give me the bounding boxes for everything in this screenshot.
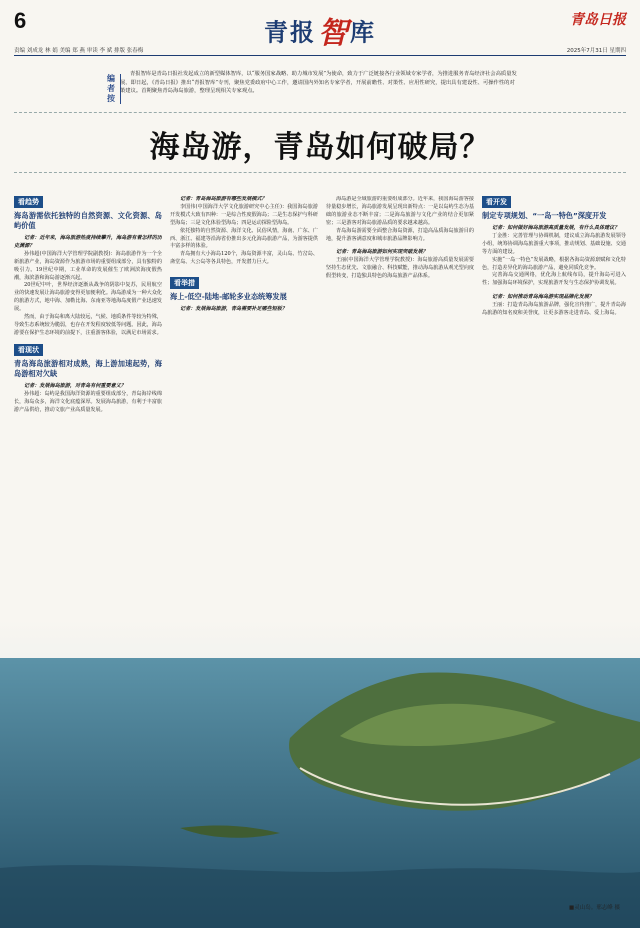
- question: 记者：如何做好海岛旅游高质量发展，有什么具体建议？: [492, 225, 620, 231]
- masthead-mid: 智: [318, 16, 348, 51]
- headline: 海岛游，青岛如何破局？: [149, 130, 491, 165]
- credit-line: [14, 46, 626, 54]
- question: 记者：青岛海岛旅游如何实现突破发展？: [336, 249, 428, 256]
- section-tag-status: 看现状: [14, 344, 43, 356]
- question: 记者：发展海岛旅游，对青岛有何重要意义？: [24, 382, 126, 389]
- question: 记者：近年来，海岛旅游热度持续攀升，海岛游有着怎样的历史渊源？: [14, 235, 162, 249]
- masthead-right: 库: [350, 18, 376, 47]
- paragraph: 王丽(中国海洋大学管理学院教授)：海岛旅游高质量发展需要坚持生态优先、文旅融合、科技赋能，推动海岛旅游从观光型向度假型转变，打造独具特色的海岛旅游产品体系。: [326, 257, 474, 280]
- subtitle-trend: 海岛游需依托独特的自然资源、文化资源、岛屿价值: [14, 211, 162, 230]
- paragraph: 青岛拥有大小海岛120个，海岛资源丰富，灵山岛、竹岔岛、斋堂岛、大公岛等各具特色，开发潜力巨大。: [170, 251, 318, 266]
- island-photo: [0, 618, 640, 928]
- photo-caption: ■灵山岛。邢志峰 摄: [569, 905, 620, 911]
- paragraph: 海岛游是全域旅游的重要组成部分。近年来，我国海岛游客接待量稳步增长，海岛旅游发展呈现出新特点：一是以岛屿生态为基础的旅游业态不断丰富；二是海岛旅游与文化产业的结合更加紧密；三是游客对海岛旅游品质的要求越来越高。: [326, 196, 474, 226]
- paragraph: 实施“一岛一特色”发展战略，根据各海岛资源禀赋和文化特色，打造差异化的海岛旅游产品，避免同质化竞争。: [482, 256, 626, 271]
- question: 记者：如何推动青岛海岛游实现品牌化发展？: [492, 294, 594, 301]
- question: 记者：发展海岛旅游，青岛需要补足哪些短板？: [180, 306, 287, 313]
- editor-credits: 责编 刘成龙 林 娟 美编 郑 燕 审读 李 斌 排版 张春梅: [14, 48, 144, 54]
- paragraph: 丁金胜：完善管理与协调机制，建议成立海岛旅游发展领导小组，统筹协调海岛旅游重大事项，推动规划、基础设施、交通等方面的建设。: [482, 232, 626, 255]
- paragraph: 孙伟超(中国海洋大学管理学院副教授)：海岛旅游作为一个全新旅游产业，海岛资源作为旅游市场的重要组成部分，具有独特的吸引力。19世纪中期，工业革命的发展催生了欧洲滨海度假热潮，海滨游和海岛游逐渐兴起。: [14, 250, 162, 281]
- paragraph: 20世纪中叶，世界经济逐渐从战争的阴影中复苏，民用航空业的快速发展让海岛旅游变得更加便利化。海岛游成为一种大众化的旅游方式，地中海、加勒比海、东南亚等地海岛度假产业迅速发展。: [14, 282, 162, 313]
- top-rule: [14, 55, 626, 56]
- paragraph: 完善海岛交通网络，优化海上航线布局，提升海岛可进入性；加强海岛环境保护，实现旅游开发与生态保护协调发展。: [482, 272, 626, 287]
- editor-note: 青报智库是青岛日报社发起成立的新型媒体智库，以“服务国家战略、助力城市发展”为使命，致力于广泛链接各行业领域专家学者，为推进服务青岛经济社会高质量发展、即日起，《青岛日报》推出“青报智库”专刊，聚焦党委政府中心工作，邀请国内外知名专家学者，开展前瞻性、对策性、应用性研究，提出具有建设性、可操作性的对策建议。首期聚焦青岛海岛旅游，整理呈现相关专家观点。: [120, 71, 517, 95]
- paragraph: 依托独特的自然资源、海洋文化、民俗风情，海南、广东、广西、浙江、福建等沿海省份推出多元化海岛旅游产品，为游客提供丰富多样的体验。: [170, 227, 318, 250]
- subtitle-develop: 制定专项规划、“一岛一特色”深度开发: [482, 211, 607, 220]
- section-tag-trend: 看趋势: [14, 196, 43, 208]
- subtitle-status: 青岛海岛旅游相对成熟，海上游加速起势，海岛游相对欠缺: [14, 358, 162, 378]
- question: 记者：青岛海岛旅游有哪些发展模式？: [180, 196, 267, 202]
- paragraph: 然而，由于海岛和离大陆较远，气候、地质条件等较为特殊，导致生态系统较为脆弱，也存在开发程度较低等问题。因此，海岛游要在保护生态环境的前提下，注重游客体验，以满足市场需求。: [14, 314, 162, 336]
- column-1: [14, 196, 162, 614]
- sea-shade: [0, 865, 640, 928]
- column-2: [170, 196, 318, 614]
- editor-note-label: 编者按: [107, 74, 115, 103]
- paper-logo: 青岛日报: [570, 12, 626, 28]
- masthead-left: 青报: [264, 18, 316, 47]
- column-3: [326, 196, 474, 614]
- column-4: [482, 196, 626, 614]
- paragraph: 孙伟超：岛屿是我国海洋资源的重要组成部分，青岛海岸线绵长，海岛众多，海洋文化底蕴深厚。发展海岛旅游，有利于丰富旅游产品供给，推动文旅产业高质量发展。: [14, 390, 162, 413]
- page-number: 6: [14, 8, 27, 33]
- issue-date: 2025年7月31日 星期四: [566, 48, 626, 54]
- section-tag-measures: 看举措: [170, 277, 199, 289]
- subtitle-measures: 海上-低空-陆地-邮轮多业态统筹发展: [170, 292, 287, 302]
- paragraph: 青岛海岛游需要全面整合海岛资源，打造高品质海岛旅游目的地，提升游客满意度和城市旅游品牌影响力。: [326, 227, 474, 242]
- paragraph: 李国伟(中国海洋大学文化旅游研究中心主任)：我国海岛旅游开发模式大致有四种：一是综合性度假海岛；二是生态保护与科研型海岛；三是文化体验型海岛；四是运动探险型海岛。: [170, 203, 318, 226]
- section-tag-develop: 看开发: [482, 196, 511, 208]
- paragraph: 王丽：打造青岛海岛旅游品牌，强化宣传推广，提升青岛海岛旅游的知名度和美誉度，让更多游客走进青岛、爱上海岛。: [482, 302, 626, 317]
- dashed-divider: [14, 112, 626, 113]
- dashed-divider: [14, 172, 626, 173]
